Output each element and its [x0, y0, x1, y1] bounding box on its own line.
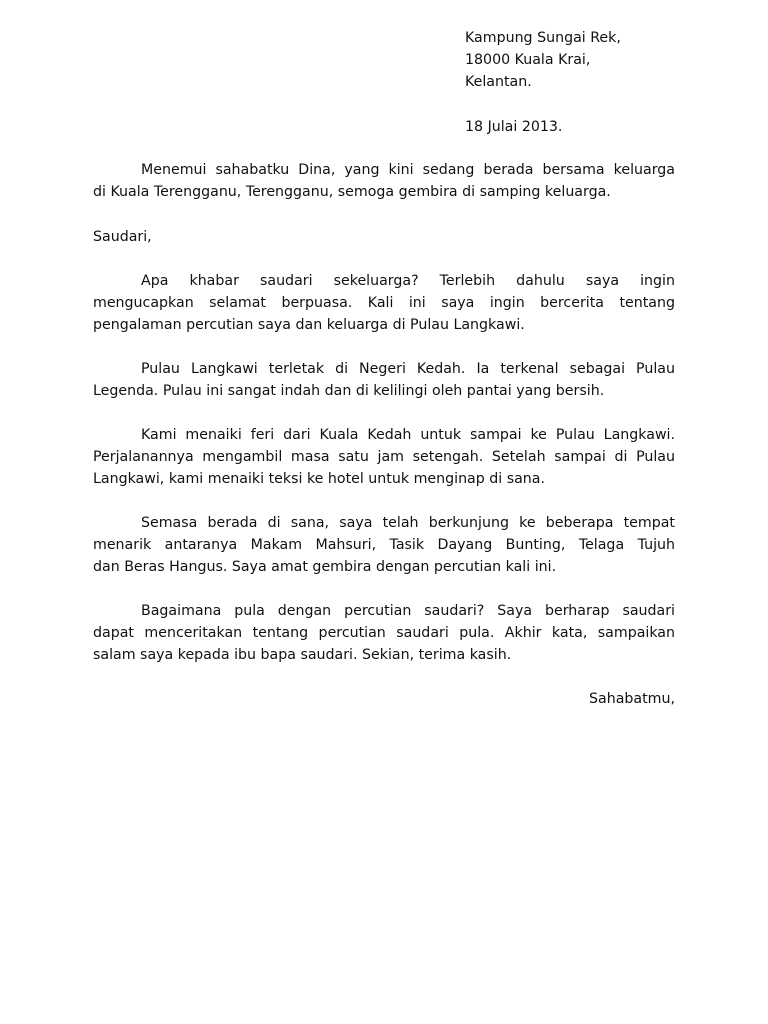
text-line: Menemui sahabatku Dina, yang kini sedang berada bersama keluarga	[141, 162, 675, 178]
closing	[589, 688, 675, 710]
closing-text: Sahabatmu,	[589, 691, 675, 707]
address-line: Kampung Sungai Rek,	[465, 30, 621, 46]
address-line: 18000 Kuala Krai,	[465, 52, 591, 68]
text-line: dapat menceritakan tentang percutian saudari pula. Akhir kata, sampaikan	[93, 625, 675, 641]
date-text: 18 Julai 2013.	[465, 119, 563, 135]
text-line: Bagaimana pula dengan percutian saudari? Saya berharap saudari	[141, 603, 675, 619]
text-line: Apa khabar saudari sekeluarga? Terlebih dahulu saya ingin	[141, 273, 675, 289]
text-line: di Kuala Terengganu, Terengganu, semoga gembira di samping keluarga.	[93, 184, 611, 200]
text-line: Langkawi, kami menaiki teksi ke hotel untuk menginap di sana.	[93, 471, 546, 487]
text-line: Kami menaiki feri dari Kuala Kedah untuk sampai ke Pulau Langkawi.	[141, 427, 675, 443]
body-paragraph-3	[93, 424, 675, 490]
text-line: menarik antaranya Makam Mahsuri, Tasik Dayang Bunting, Telaga Tujuh	[93, 537, 675, 553]
text-line: pengalaman percutian saya dan keluarga di Pulau Langkawi.	[93, 317, 525, 333]
recipient-paragraph	[93, 159, 675, 203]
text-line: Legenda. Pulau ini sangat indah dan di kelilingi oleh pantai yang bersih.	[93, 383, 605, 399]
text-line: Perjalanannya mengambil masa satu jam setengah. Setelah sampai di Pulau	[93, 449, 675, 465]
letter-date	[465, 116, 562, 138]
address-line: Kelantan.	[465, 74, 532, 90]
salutation	[93, 226, 675, 248]
body-paragraph-5	[93, 600, 675, 666]
text-line: dan Beras Hangus. Saya amat gembira dengan percutian kali ini.	[93, 559, 557, 575]
salutation-text: Saudari,	[93, 229, 152, 245]
sender-address	[465, 27, 621, 93]
text-line: Semasa berada di sana, saya telah berkunjung ke beberapa tempat	[141, 515, 675, 531]
body-paragraph-1	[93, 270, 675, 336]
body-paragraph-4	[93, 512, 675, 578]
text-line: salam saya kepada ibu bapa saudari. Sekian, terima kasih.	[93, 647, 512, 663]
text-line: mengucapkan selamat berpuasa. Kali ini saya ingin bercerita tentang	[93, 295, 675, 311]
text-line: Pulau Langkawi terletak di Negeri Kedah. Ia terkenal sebagai Pulau	[141, 361, 675, 377]
body-paragraph-2	[93, 358, 675, 402]
